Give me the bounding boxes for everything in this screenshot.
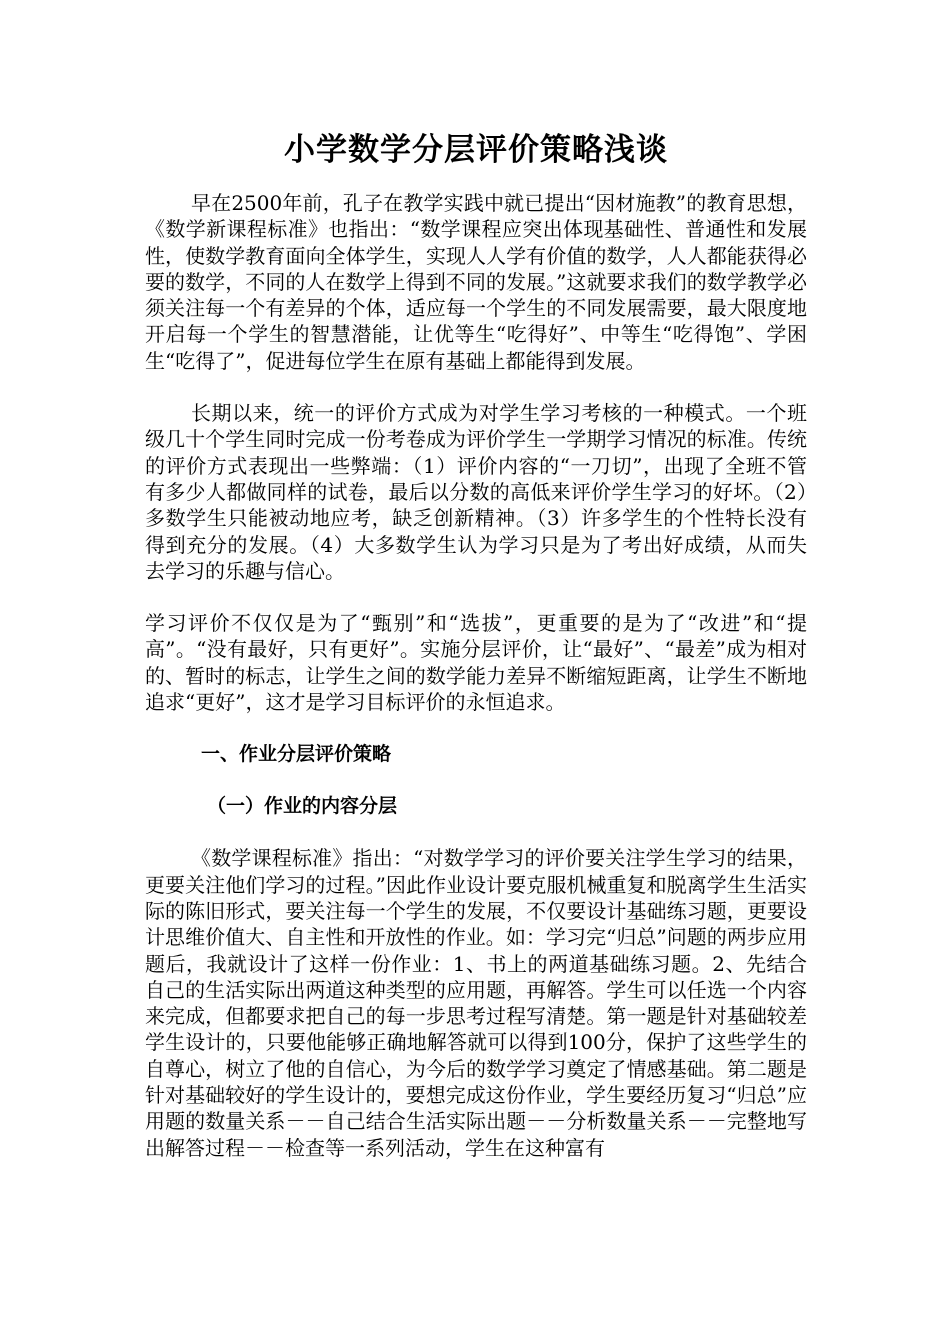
paragraph-gap bbox=[145, 584, 807, 610]
paragraph-gap bbox=[145, 374, 807, 400]
document-page bbox=[145, 128, 807, 1161]
paragraph-gap bbox=[145, 819, 807, 845]
page-title: 小学数学分层评价策略浅谈 bbox=[284, 132, 668, 168]
paragraph-homework-content: 《数学课程标准》指出：“对数学学习的评价要关注学生学习的结果，更要关注他们学习的过程。”因此作业设计要克服机械重复和脱离学生生活实际的陈旧形式，要关注每一个学生的发展，不仅要设计基础练习题，更要设计思维价值大、自主性和开放性的作业。如：学习完“归总”问题的两步应用题后，我就设计了这样一份作业：1、书上的两道基础练习题。2、先结合自己的生活实际出两道这种类型的应用题，再解答。学生可以任选一个内容来完成，但都要求把自己的每一步思考过程写清楚。第一题是针对基础较差学生设计的，只要他能够正确地解答就可以得到100分，保护了这些学生的自尊心，树立了他的自信心，为今后的数学学习奠定了情感基础。第二题是针对基础较好的学生设计的，要想完成这份作业，学生要经历复习“归总”应用题的数量关系－－自己结合生活实际出题－－分析数量关系－－完整地写出解答过程－－检查等一系列活动，学生在这种富有 bbox=[145, 846, 807, 1160]
subsection-heading-1: （一）作业的内容分层 bbox=[207, 795, 398, 818]
paragraph-gap bbox=[145, 767, 807, 793]
paragraph-gap bbox=[145, 715, 807, 741]
section-heading-1: 一、作业分层评价策略 bbox=[201, 743, 392, 766]
paragraph-evaluation-purpose: 学习评价不仅仅是为了“甄别”和“选拔”，更重要的是为了“改进”和“提高”。“没有最好，只有更好”。实施分层评价，让“最好”、“最差”成为相对的、暂时的标志，让学生之间的数学能力差异不断缩短距离，让学生不断地追求“更好”，这才是学习目标评价的永恒追求。 bbox=[145, 611, 807, 715]
paragraph-intro: 早在2500年前，孔子在教学实践中就已提出“因材施教”的教育思想，《数学新课程标准》也指出：“数学课程应突出体现基础性、普通性和发展性，使数学教育面向全体学生，实现人人学有价值的数学，人人都能获得必要的数学，不同的人在数学上得到不同的发展。”这就要求我们的数学教学必须关注每一个有差异的个体，适应每一个学生的不同发展需要，最大限度地开启每一个学生的智慧潜能，让优等生“吃得好”、中等生“吃得饱”、学困生“吃得了”，促进每位学生在原有基础上都能得到发展。 bbox=[145, 191, 807, 373]
paragraph-traditional-evaluation: 长期以来，统一的评价方式成为对学生学习考核的一种模式。一个班级几十个学生同时完成一份考卷成为评价学生一学期学习情况的标准。传统的评价方式表现出一些弊端：（1）评价内容的“一刀切”，出现了全班不管有多少人都做同样的试卷，最后以分数的高低来评价学生学习的好坏。（2）多数学生只能被动地应考，缺乏创新精神。（3）许多学生的个性特长没有得到充分的发展。（4）大多数学生认为学习只是为了考出好成绩，从而失去学习的乐趣与信心。 bbox=[145, 401, 807, 583]
